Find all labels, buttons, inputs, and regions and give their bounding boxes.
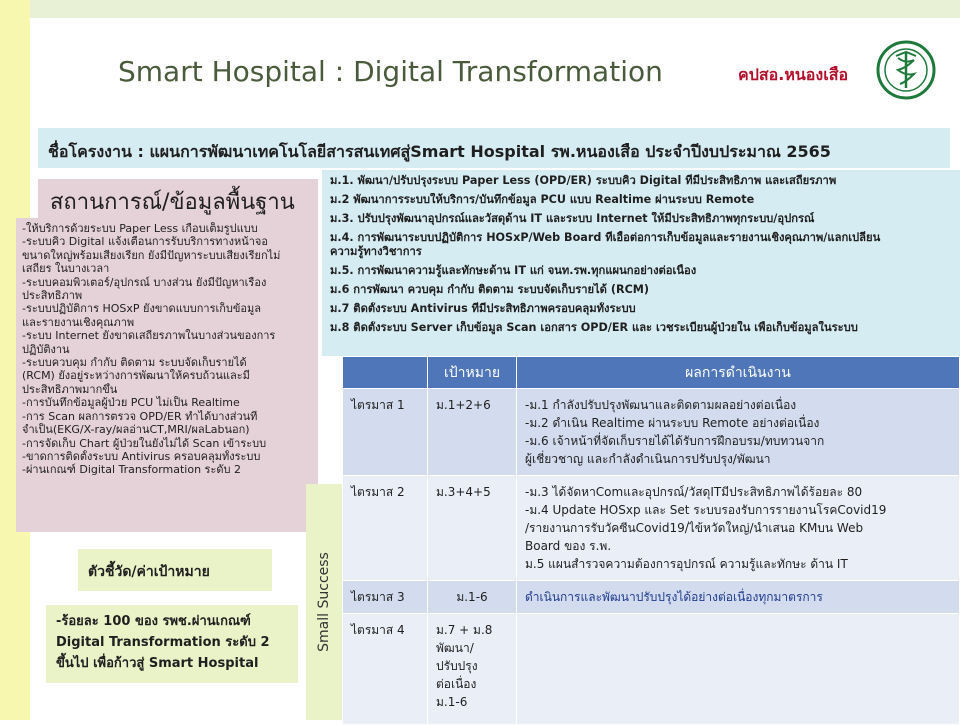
quarter-cell: ไตรมาส 1 <box>343 389 428 476</box>
situation-line: เสถียร ในบางเวลา <box>22 262 110 276</box>
result-line: -ม.2 ดำเนิน Realtime ผ่านระบบ Remote อย่างต่อเนื่อง <box>525 416 820 430</box>
situation-line: -ผ่านเกณฑ์ Digital Transformation ระดับ 2 <box>22 463 241 477</box>
target-line: ม.7 + ม.8 <box>436 623 493 637</box>
result-line: ม.5 แผนสำรวจความต้องการอุปกรณ์ ความรู้และทักษะ ด้าน IT <box>525 557 848 571</box>
situation-line: ขนาดใหญ่พร้อมเสียงเรียก ยังมีปัญหาระบบเสียงเรียกไม่ <box>22 248 281 262</box>
quarter-cell: ไตรมาส 3 <box>343 581 428 614</box>
measure-item: ม.7 ติดตั้งระบบ Antivirus ที่มีประสิทธิภาพครอบคลุมทั้งระบบ <box>330 302 636 315</box>
target-line: ต่อเนื่อง <box>436 677 477 691</box>
situation-line: -การบันทึกข้อมูลผู้ป่วย PCU ไม่เป็น Realtime <box>22 396 240 410</box>
project-name-banner: ชื่อโครงงาน : แผนการพัฒนาเทคโนโลยีสารสนเทศสู่Smart Hospital รพ.หนองเสือ ประจำปีงบประมาณ 2565 <box>38 128 950 168</box>
result-line: Board ของ ร.พ. <box>525 539 612 553</box>
situation-line: -ขาดการติดตั้งระบบ Antivirus ครอบคลุมทั้งระบบ <box>22 449 261 463</box>
situation-line: และรายงานเชิงคุณภาพ <box>22 315 135 329</box>
situation-heading: สถานการณ์/ข้อมูลพื้นฐาน <box>38 179 318 219</box>
result-line: ผู้เชี่ยวชาญ และกำลังดำเนินการปรับปรุง/พัฒนา <box>525 452 771 466</box>
situation-line: จำเป็น(EKG/X-ray/ผลอ่านCT,MRI/ผลLabนอก) <box>22 423 250 437</box>
measure-item: ความรู้ทางวิชาการ <box>330 245 422 258</box>
result-line: -ม.4 Update HOSxp และ Set ระบบรองรับการรายงานโรคCovid19 <box>525 503 887 517</box>
results-table <box>342 356 960 725</box>
top-decorative-band <box>0 0 960 18</box>
target-cell: ม.3+4+5 <box>428 476 517 581</box>
table-row <box>343 614 960 725</box>
header-cell-results: ผลการดำเนินงาน <box>517 357 960 389</box>
indicator-heading: ตัวชี้วัด/ค่าเป้าหมาย <box>78 549 272 591</box>
target-line: ม.1-6 <box>436 695 468 709</box>
table-row <box>343 476 960 581</box>
table-row <box>343 389 960 476</box>
target-line: -ร้อยละ 100 ของ รพช.ผ่านเกณฑ์ <box>56 614 251 629</box>
situation-line: -ระบบคิว Digital แจ้งเตือนการรับบริการทางหน้าจอ <box>22 235 268 249</box>
target-cell <box>428 614 517 725</box>
target-line: ปรับปรุง <box>436 659 478 673</box>
header-cell-quarter <box>343 357 428 389</box>
ministry-public-health-logo-icon <box>876 40 936 100</box>
small-success-label: Small Success <box>316 552 332 652</box>
situation-line: -ระบบ Internet ยังขาดเสถียรภาพในบางส่วนของการ <box>22 329 276 343</box>
result-line: -ม.1 กำลังปรับปรุงพัฒนาและติดตามผลอย่างต่อเนื่อง <box>525 398 797 412</box>
measure-item: ม.1. พัฒนา/ปรับปรุงระบบ Paper Less (OPD/ER) ระบบคิว Digital ที่มีประสิทธิภาพ และเสถียรภาพ <box>330 174 837 187</box>
situation-line: -ให้บริการด้วยระบบ Paper Less เกือบเต็มรูปแบบ <box>22 222 258 235</box>
results-cell <box>517 476 960 581</box>
slide-title: Smart Hospital : Digital Transformation <box>118 55 663 88</box>
header-cell-target: เป้าหมาย <box>428 357 517 389</box>
measure-item: ม.3. ปรับปรุงพัฒนาอุปกรณ์และวัสดุด้าน IT และระบบ Internet ให้มีประสิทธิภาพทุกระบบ/อุปกรณ์ <box>330 212 815 225</box>
target-line: พัฒนา/ <box>436 641 474 655</box>
target-line: Digital Transformation ระดับ 2 <box>56 635 270 650</box>
situation-line: -ระบบควบคุม กำกับ ติดตาม ระบบจัดเก็บรายได้ <box>22 356 247 370</box>
results-cell <box>517 389 960 476</box>
situation-line: -ระบบคอมพิวเตอร์/อุปกรณ์ บางส่วน ยังมีปัญหาเรื่อง <box>22 275 267 289</box>
target-line: ขึ้นไป เพื่อก้าวสู่ Smart Hospital <box>56 656 259 671</box>
measure-item: ม.2 พัฒนาการระบบให้บริการ/บันทึกข้อมูล PCU แบบ Realtime ผ่านระบบ Remote <box>330 193 755 206</box>
indicator-target <box>46 605 298 683</box>
situation-line: -ระบบปฏิบัติการ HOSxP ยังขาดแบบการเก็บข้อมูล <box>22 302 262 316</box>
small-success-label-panel <box>306 484 342 720</box>
situation-line: ประสิทธิภาพ <box>22 289 83 303</box>
measures-list <box>322 170 960 356</box>
organization-name: คปสอ.หนองเสือ <box>738 65 849 84</box>
measure-item: ม.8 ติดตั้งระบบ Server เก็บข้อมูล Scan เอกสาร OPD/ER และ เวชระเบียนผู้ป่วยใน เพื่อเก็บข้อมูลในระบบ <box>330 321 858 334</box>
quarter-cell: ไตรมาส 4 <box>343 614 428 725</box>
results-cell <box>517 614 960 725</box>
measure-item: ม.5. การพัฒนาความรู้และทักษะด้าน IT แก่ จนท.รพ.ทุกแผนกอย่างต่อเนื่อง <box>330 264 697 277</box>
situation-line: ปฏิบัติงาน <box>22 342 70 356</box>
result-line: /รายงานการรับวัคซีนCovid19/ไข้หวัดใหญ่/นำเสนอ KMบน Web <box>525 521 864 535</box>
situation-line: (RCM) ยังอยู่ระหว่างการพัฒนาให้ครบถ้วนและมี <box>22 369 250 383</box>
target-cell: ม.1+2+6 <box>428 389 517 476</box>
situation-line: -การจัดเก็บ Chart ผู้ป่วยในยังไม่ได้ Scan เข้าระบบ <box>22 436 267 450</box>
result-line: -ม.3 ได้จัดหาComและอุปกรณ์/วัสดุITมีประสิทธิภาพได้ร้อยละ 80 <box>525 485 863 499</box>
results-cell <box>517 581 960 614</box>
target-cell: ม.1-6 <box>428 581 517 614</box>
situation-line: -การ Scan ผลการตรวจ OPD/ER ทำได้บางส่วนที่ <box>22 409 258 423</box>
situation-line: ประสิทธิภาพมากขึ้น <box>22 382 118 396</box>
result-line: ดำเนินการและพัฒนาปรับปรุงได้อย่างต่อเนื่องทุกมาตรการ <box>525 590 823 604</box>
quarter-cell: ไตรมาส 2 <box>343 476 428 581</box>
measure-item: ม.6 การพัฒนา ควบคุม กำกับ ติดตาม ระบบจัดเก็บรายได้ (RCM) <box>330 283 650 296</box>
table-row <box>343 581 960 614</box>
result-line: -ม.6 เจ้าหน้าที่จัดเก็บรายได้ได้รับการฝึกอบรม/ทบทวนจาก <box>525 434 825 448</box>
measure-item: ม.4. การพัฒนาระบบปฏิบัติการ HOSxP/Web Board ที่เอื้อต่อการเก็บข้อมูลและรายงานเชิงคุณภาพ/แลกเปลี่ยน <box>330 231 881 244</box>
situation-list <box>16 218 318 532</box>
table-header-row <box>343 357 960 389</box>
